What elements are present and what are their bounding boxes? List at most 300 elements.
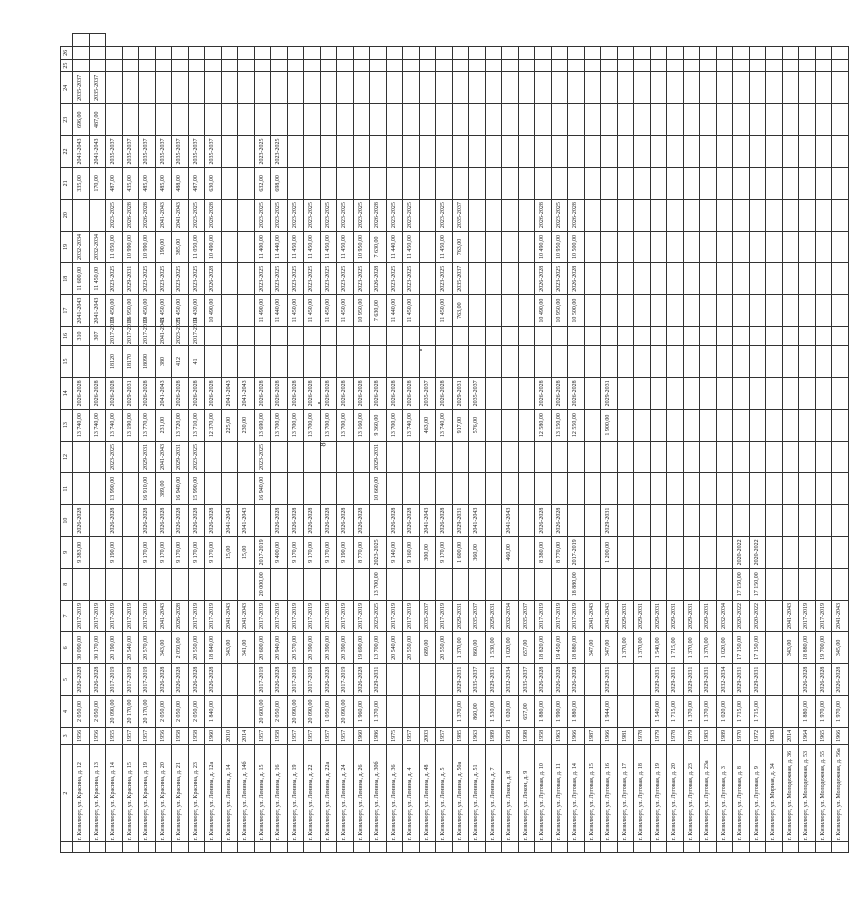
table-cell: 2026-2028 xyxy=(106,377,123,409)
table-row xyxy=(485,34,502,853)
table-cell: 2023-2025 xyxy=(353,263,370,295)
table-cell xyxy=(287,136,304,168)
table-cell xyxy=(667,136,684,168)
housing-repair-table xyxy=(60,33,849,853)
table-cell: 9 400,00 xyxy=(271,536,288,568)
table-cell: 2017-2019 xyxy=(254,600,271,632)
table-cell: 2026-2028 xyxy=(551,664,568,696)
address-cell: г. Кизилюрт, ул. Ленина, д. 14 xyxy=(221,744,238,842)
table-cell xyxy=(370,167,387,199)
column-number-cell: 13 xyxy=(61,409,73,441)
table-cell: 20 390,00 xyxy=(304,632,321,664)
table-cell: 2023-2025 xyxy=(254,199,271,231)
table-cell: 2026-2028 xyxy=(271,505,288,537)
table-cell xyxy=(568,104,585,136)
table-cell xyxy=(502,377,519,409)
table-cell: 1 715,00 xyxy=(749,696,766,728)
table-cell xyxy=(650,199,667,231)
table-cell xyxy=(122,568,139,600)
table-cell xyxy=(733,72,750,104)
table-cell xyxy=(419,327,436,346)
table-cell: 2041-2043 xyxy=(469,505,486,537)
table-cell xyxy=(419,47,436,60)
table-cell xyxy=(584,104,601,136)
address-cell: г. Кизилюрт, ул. Красина, д. 12 xyxy=(73,744,90,842)
table-cell xyxy=(683,377,700,409)
table-cell xyxy=(601,199,618,231)
table-cell xyxy=(799,59,816,72)
table-row xyxy=(551,34,568,853)
table-cell xyxy=(815,346,832,378)
table-cell xyxy=(287,167,304,199)
table-cell: 1 960,00 xyxy=(353,696,370,728)
table-cell xyxy=(617,136,634,168)
table-cell xyxy=(634,346,651,378)
table-cell: 7 630,00 xyxy=(370,231,387,263)
table-cell xyxy=(238,231,255,263)
table-cell: 1956 xyxy=(155,727,172,744)
table-cell xyxy=(766,409,783,441)
table-cell: 2026-2028 xyxy=(386,505,403,537)
table-cell xyxy=(766,377,783,409)
address-cell: г. Кизилюрт, ул. Луговая, д. 14 xyxy=(568,744,585,842)
table-cell: 2026-2028 xyxy=(353,505,370,537)
table-cell: 2029-2031 xyxy=(601,377,618,409)
table-cell xyxy=(221,842,238,853)
table-cell: 2 050,00 xyxy=(73,696,90,728)
table-cell xyxy=(403,473,420,505)
table-cell: 2010 xyxy=(221,727,238,744)
table-cell: 20 550,00 xyxy=(188,632,205,664)
table-cell xyxy=(733,505,750,537)
table-cell xyxy=(749,327,766,346)
table-cell: 2041-2043 xyxy=(155,199,172,231)
table-cell xyxy=(551,473,568,505)
table-cell: 2003 xyxy=(419,727,436,744)
address-cell: г. Кизилюрт, ул. Луговая, д. 8 xyxy=(733,744,750,842)
table-cell xyxy=(733,377,750,409)
table-cell: 11 450,00 xyxy=(172,295,189,327)
table-cell xyxy=(89,34,106,47)
table-cell: 11 440,00 xyxy=(386,231,403,263)
table-cell: 190,00 xyxy=(155,231,172,263)
table-cell xyxy=(452,568,469,600)
table-cell: 860,00 xyxy=(469,696,486,728)
table-cell: 2023-2025 xyxy=(353,199,370,231)
table-cell xyxy=(205,104,222,136)
table-cell xyxy=(304,327,321,346)
table-cell xyxy=(469,167,486,199)
table-cell: 1958 xyxy=(502,727,519,744)
table-cell: 30 090,00 xyxy=(73,632,90,664)
address-cell: г. Кизилюрт, ул. Красина, д. 19 xyxy=(139,744,156,842)
table-cell: 2029-2031 xyxy=(485,600,502,632)
table-cell xyxy=(716,441,733,473)
table-cell xyxy=(766,327,783,346)
table-cell xyxy=(551,568,568,600)
table-cell: 1957 xyxy=(403,727,420,744)
table-cell: 2026-2028 xyxy=(436,505,453,537)
table-cell xyxy=(452,842,469,853)
table-cell xyxy=(287,59,304,72)
table-cell: 2014 xyxy=(238,727,255,744)
table-cell: 2029-2031 xyxy=(452,377,469,409)
table-cell: 2017-2019 xyxy=(337,664,354,696)
column-number-cell: 15 xyxy=(61,346,73,378)
table-cell: 2026-2028 xyxy=(172,377,189,409)
table-cell xyxy=(502,327,519,346)
table-cell: 2035-2037 xyxy=(122,136,139,168)
table-cell: 2029-2031 xyxy=(749,664,766,696)
table-cell: 11 450,00 xyxy=(89,263,106,295)
table-cell xyxy=(419,72,436,104)
table-cell: 360,00 xyxy=(469,536,486,568)
table-cell xyxy=(485,377,502,409)
table-cell: 343,00 xyxy=(782,632,799,664)
table-cell: 860,00 xyxy=(469,632,486,664)
table-cell: 2026-2028 xyxy=(568,664,585,696)
table-cell xyxy=(287,47,304,60)
table-cell: 2017-2019 xyxy=(287,664,304,696)
table-cell: 2029-2031 xyxy=(172,441,189,473)
table-cell: 345,00 xyxy=(832,632,849,664)
table-cell: 341,00 xyxy=(238,632,255,664)
table-cell: 2041-2043 xyxy=(172,199,189,231)
table-cell xyxy=(370,505,387,537)
table-cell xyxy=(815,199,832,231)
table-cell xyxy=(766,199,783,231)
table-cell xyxy=(254,47,271,60)
table-cell: 347,00 xyxy=(584,632,601,664)
table-cell xyxy=(287,842,304,853)
table-cell: 1958 xyxy=(535,727,552,744)
table-cell: 8 770,00 xyxy=(551,536,568,568)
table-cell xyxy=(716,295,733,327)
table-cell: 2023-2025 xyxy=(320,199,337,231)
table-cell xyxy=(782,842,799,853)
table-row xyxy=(106,34,123,853)
table-cell xyxy=(584,231,601,263)
table-row xyxy=(188,34,205,853)
table-cell xyxy=(749,377,766,409)
table-cell: 435,00 xyxy=(122,167,139,199)
table-cell xyxy=(650,377,667,409)
table-cell: 2017-2019 xyxy=(386,600,403,632)
table-cell: 2032-2034 xyxy=(716,664,733,696)
table-cell xyxy=(469,136,486,168)
table-cell xyxy=(667,505,684,537)
table-cell: 2017-2019 xyxy=(106,327,123,346)
table-cell xyxy=(337,441,354,473)
table-cell xyxy=(502,346,519,378)
table-cell xyxy=(584,295,601,327)
table-cell xyxy=(221,441,238,473)
table-cell xyxy=(436,696,453,728)
table-cell xyxy=(205,72,222,104)
table-cell xyxy=(353,104,370,136)
address-cell: г. Кизилюрт, ул. Луговая, д. 10 xyxy=(535,744,552,842)
table-cell: 2023-2025 xyxy=(254,263,271,295)
table-cell: 13 710,00 xyxy=(188,409,205,441)
table-cell xyxy=(634,72,651,104)
table-cell: 2032-2034 xyxy=(502,600,519,632)
table-cell xyxy=(650,505,667,537)
table-cell: 632,00 xyxy=(254,167,271,199)
table-cell xyxy=(436,842,453,853)
table-cell xyxy=(832,441,849,473)
table-cell: 2029-2031 xyxy=(683,664,700,696)
table-cell xyxy=(337,104,354,136)
table-cell xyxy=(287,104,304,136)
table-cell xyxy=(700,568,717,600)
table-cell xyxy=(716,505,733,537)
table-cell: 2041-2043 xyxy=(155,441,172,473)
table-cell: 2023-2025 xyxy=(106,263,123,295)
table-cell xyxy=(535,327,552,346)
table-cell: 2029-2031 xyxy=(452,600,469,632)
address-cell: г. Кизилюрт, ул. Молодежная, д. 55 xyxy=(815,744,832,842)
table-cell xyxy=(617,104,634,136)
table-cell xyxy=(502,59,519,72)
table-cell: 9 140,00 xyxy=(386,536,403,568)
table-cell: 2023-2025 xyxy=(551,263,568,295)
table-cell xyxy=(436,59,453,72)
table-cell xyxy=(601,167,618,199)
table-cell: 2029-2031 xyxy=(485,664,502,696)
table-cell: 763,00 xyxy=(452,295,469,327)
table-cell: 2041-2043 xyxy=(89,295,106,327)
table-cell xyxy=(320,104,337,136)
table-cell xyxy=(238,167,255,199)
table-cell: 1957 xyxy=(436,727,453,744)
table-cell xyxy=(782,409,799,441)
table-cell xyxy=(667,473,684,505)
table-cell xyxy=(485,295,502,327)
table-cell xyxy=(733,295,750,327)
table-cell xyxy=(634,136,651,168)
table-cell xyxy=(452,47,469,60)
table-cell: 2029-2031 xyxy=(370,664,387,696)
table-cell xyxy=(221,231,238,263)
table-cell xyxy=(205,441,222,473)
table-cell xyxy=(419,696,436,728)
table-cell: 1963 xyxy=(469,727,486,744)
table-cell xyxy=(155,568,172,600)
table-cell: 11 050,00 xyxy=(106,231,123,263)
table-cell xyxy=(667,104,684,136)
table-cell: 2023-2025 xyxy=(436,263,453,295)
table-cell xyxy=(617,327,634,346)
table-cell xyxy=(122,72,139,104)
table-cell: 487,00 xyxy=(188,167,205,199)
table-cell xyxy=(518,327,535,346)
table-cell xyxy=(436,473,453,505)
table-cell: 9 360,00 xyxy=(370,409,387,441)
table-cell xyxy=(238,199,255,231)
table-cell xyxy=(832,505,849,537)
table-cell xyxy=(749,441,766,473)
table-cell xyxy=(353,47,370,60)
table-cell xyxy=(568,59,585,72)
table-cell: 9 383,00 xyxy=(73,536,90,568)
table-cell xyxy=(370,72,387,104)
table-cell xyxy=(205,59,222,72)
table-cell: 9 170,00 xyxy=(287,536,304,568)
table-cell xyxy=(452,441,469,473)
table-cell: 1 050,00 xyxy=(320,696,337,728)
table-cell xyxy=(436,441,453,473)
table-cell xyxy=(73,346,90,378)
table-cell xyxy=(221,295,238,327)
table-cell xyxy=(469,231,486,263)
table-cell: 1 370,00 xyxy=(452,696,469,728)
table-cell: 9 170,00 xyxy=(205,536,222,568)
table-cell xyxy=(419,59,436,72)
table-cell xyxy=(139,72,156,104)
table-cell xyxy=(667,409,684,441)
table-cell xyxy=(502,199,519,231)
table-cell xyxy=(386,47,403,60)
table-cell: 2 050,00 xyxy=(188,696,205,728)
column-number-cell: 14 xyxy=(61,377,73,409)
table-cell: 463,00 xyxy=(419,409,436,441)
table-cell: 2032-2034 xyxy=(716,600,733,632)
table-cell xyxy=(716,72,733,104)
table-cell xyxy=(733,231,750,263)
table-cell: 9 170,00 xyxy=(320,536,337,568)
table-cell xyxy=(568,505,585,537)
table-row xyxy=(452,34,469,853)
table-cell xyxy=(799,263,816,295)
table-cell: 2 050,00 xyxy=(155,696,172,728)
table-row xyxy=(733,34,750,853)
table-cell xyxy=(568,167,585,199)
table-cell xyxy=(535,59,552,72)
table-cell xyxy=(304,59,321,72)
table-cell xyxy=(518,167,535,199)
table-cell: 2026-2028 xyxy=(271,664,288,696)
table-cell xyxy=(452,72,469,104)
table-cell xyxy=(238,473,255,505)
table-cell xyxy=(518,295,535,327)
table-cell xyxy=(617,409,634,441)
table-cell xyxy=(568,327,585,346)
table-cell: 2 050,00 xyxy=(271,696,288,728)
table-cell xyxy=(749,346,766,378)
table-cell xyxy=(106,47,123,60)
table-cell: 10 490,00 xyxy=(535,295,552,327)
table-cell: 2029-2031 xyxy=(650,600,667,632)
table-cell xyxy=(254,346,271,378)
table-cell: 18 880,00 xyxy=(568,568,585,600)
table-cell: 2026-2028 xyxy=(568,199,585,231)
table-cell: 2023-2025 xyxy=(139,263,156,295)
table-cell: 2020-2022 xyxy=(749,536,766,568)
table-cell: 2026-2028 xyxy=(188,505,205,537)
table-cell: 20 190,00 xyxy=(106,632,123,664)
table-cell: 9 170,00 xyxy=(188,536,205,568)
table-cell: 1957 xyxy=(320,727,337,744)
table-cell: 9 170,00 xyxy=(155,536,172,568)
table-cell xyxy=(584,346,601,378)
table-cell: 13 770,00 xyxy=(139,409,156,441)
table-cell xyxy=(403,696,420,728)
table-cell: 1 715,00 xyxy=(733,696,750,728)
table-cell: 2032-2034 xyxy=(89,231,106,263)
table-cell xyxy=(205,47,222,60)
address-cell: г. Кизилюрт, ул. Ленина, д. 4 xyxy=(403,744,420,842)
table-cell: 13 740,00 xyxy=(106,409,123,441)
table-cell: 2035-2037 xyxy=(419,600,436,632)
table-cell xyxy=(683,842,700,853)
table-cell xyxy=(238,568,255,600)
table-cell xyxy=(551,72,568,104)
table-cell xyxy=(650,47,667,60)
table-cell: 9 170,00 xyxy=(304,536,321,568)
table-cell: 576,00 xyxy=(469,409,486,441)
table-cell xyxy=(172,842,189,853)
table-cell: 2026-2028 xyxy=(568,263,585,295)
table-cell xyxy=(716,842,733,853)
column-number-cell: 7 xyxy=(61,600,73,632)
table-cell xyxy=(700,104,717,136)
table-row xyxy=(139,34,156,853)
table-cell: 1 600,00 xyxy=(452,536,469,568)
table-cell xyxy=(452,327,469,346)
table-row xyxy=(254,34,271,853)
table-cell xyxy=(238,696,255,728)
table-row xyxy=(650,34,667,853)
table-cell xyxy=(271,842,288,853)
table-cell: 2026-2028 xyxy=(73,664,90,696)
table-cell: 2035-2037 xyxy=(172,136,189,168)
table-cell xyxy=(370,59,387,72)
table-cell: 343,00 xyxy=(155,632,172,664)
table-cell xyxy=(89,346,106,378)
table-cell xyxy=(634,409,651,441)
table-cell: 2023-2025 xyxy=(304,263,321,295)
table-cell: 16 950,00 xyxy=(122,295,139,327)
table-cell: 2026-2028 xyxy=(337,505,354,537)
table-row xyxy=(221,34,238,853)
table-cell: 2017-2019 xyxy=(122,664,139,696)
table-cell xyxy=(766,568,783,600)
table-cell: 7 630,00 xyxy=(370,295,387,327)
scan-speck xyxy=(318,402,320,404)
table-cell xyxy=(749,72,766,104)
table-cell: 16 940,00 xyxy=(254,473,271,505)
table-cell: 18090 xyxy=(139,346,156,378)
table-row xyxy=(667,34,684,853)
table-cell xyxy=(799,473,816,505)
table-cell: 2026-2028 xyxy=(320,505,337,537)
table-cell xyxy=(815,409,832,441)
table-cell: 2026-2028 xyxy=(815,664,832,696)
address-cell: г. Кизилюрт, ул. Ленина, д. 30б xyxy=(370,744,387,842)
table-cell: 1 540,00 xyxy=(650,696,667,728)
table-cell: 335,00 xyxy=(73,167,90,199)
table-cell xyxy=(584,167,601,199)
table-cell xyxy=(584,505,601,537)
table-cell xyxy=(188,47,205,60)
table-cell xyxy=(205,568,222,600)
table-cell xyxy=(650,441,667,473)
table-cell: 1 370,00 xyxy=(370,696,387,728)
column-number-cell: 4 xyxy=(61,696,73,728)
table-cell: 1 715,00 xyxy=(667,696,684,728)
table-cell xyxy=(749,199,766,231)
table-cell xyxy=(320,346,337,378)
